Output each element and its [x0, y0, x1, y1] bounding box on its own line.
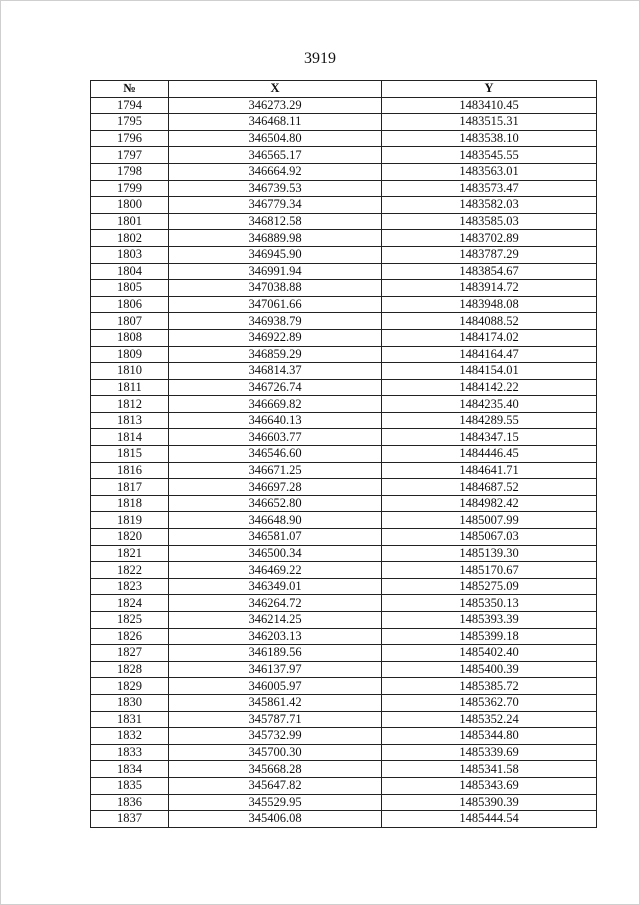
- cell-x: 346214.25: [169, 612, 382, 629]
- table-row: [91, 645, 597, 662]
- cell-x: 346504.80: [169, 130, 382, 147]
- cell-y: 1485393.39: [382, 612, 597, 629]
- cell-number: 1811: [91, 379, 169, 396]
- cell-y: 1484235.40: [382, 396, 597, 413]
- coordinates-table: [90, 80, 597, 828]
- cell-x: 346469.22: [169, 562, 382, 579]
- cell-y: 1483410.45: [382, 97, 597, 114]
- cell-x: 345787.71: [169, 711, 382, 728]
- cell-number: 1807: [91, 313, 169, 330]
- table-row: [91, 446, 597, 463]
- table-row: [91, 296, 597, 313]
- cell-number: 1806: [91, 296, 169, 313]
- cell-y: 1484446.45: [382, 446, 597, 463]
- cell-y: 1483854.67: [382, 263, 597, 280]
- cell-number: 1833: [91, 744, 169, 761]
- cell-number: 1801: [91, 213, 169, 230]
- table-row: [91, 246, 597, 263]
- cell-y: 1485362.70: [382, 694, 597, 711]
- cell-number: 1798: [91, 163, 169, 180]
- table-row: [91, 114, 597, 131]
- table-row: [91, 529, 597, 546]
- cell-number: 1816: [91, 462, 169, 479]
- cell-number: 1817: [91, 479, 169, 496]
- cell-x: 346603.77: [169, 429, 382, 446]
- table-row: [91, 545, 597, 562]
- table-row: [91, 97, 597, 114]
- cell-x: 346669.82: [169, 396, 382, 413]
- table-row: [91, 661, 597, 678]
- table-row: [91, 595, 597, 612]
- cell-y: 1485343.69: [382, 777, 597, 794]
- cell-number: 1803: [91, 246, 169, 263]
- column-header-x: X: [169, 81, 382, 98]
- cell-y: 1485390.39: [382, 794, 597, 811]
- cell-number: 1821: [91, 545, 169, 562]
- cell-number: 1829: [91, 678, 169, 695]
- cell-number: 1795: [91, 114, 169, 131]
- cell-y: 1484164.47: [382, 346, 597, 363]
- table-row: [91, 280, 597, 297]
- cell-x: 346991.94: [169, 263, 382, 280]
- table-row: [91, 794, 597, 811]
- cell-y: 1483702.89: [382, 230, 597, 247]
- cell-x: 346664.92: [169, 163, 382, 180]
- cell-x: 346889.98: [169, 230, 382, 247]
- cell-x: 346671.25: [169, 462, 382, 479]
- page-edge-left: [0, 0, 1, 905]
- cell-y: 1484142.22: [382, 379, 597, 396]
- table-row: [91, 363, 597, 380]
- table-body: [91, 97, 597, 827]
- cell-number: 1805: [91, 280, 169, 297]
- cell-y: 1485352.24: [382, 711, 597, 728]
- cell-x: 347038.88: [169, 280, 382, 297]
- table-row: [91, 346, 597, 363]
- cell-number: 1828: [91, 661, 169, 678]
- cell-number: 1815: [91, 446, 169, 463]
- table-row: [91, 379, 597, 396]
- cell-y: 1485350.13: [382, 595, 597, 612]
- cell-x: 346697.28: [169, 479, 382, 496]
- cell-number: 1819: [91, 512, 169, 529]
- cell-number: 1810: [91, 363, 169, 380]
- cell-number: 1796: [91, 130, 169, 147]
- table-row: [91, 744, 597, 761]
- cell-x: 346726.74: [169, 379, 382, 396]
- cell-y: 1483563.01: [382, 163, 597, 180]
- cell-x: 346349.01: [169, 578, 382, 595]
- table-row: [91, 230, 597, 247]
- table-row: [91, 313, 597, 330]
- cell-y: 1484174.02: [382, 329, 597, 346]
- cell-y: 1485170.67: [382, 562, 597, 579]
- cell-number: 1820: [91, 529, 169, 546]
- table-row: [91, 711, 597, 728]
- table-row: [91, 479, 597, 496]
- cell-x: 346565.17: [169, 147, 382, 164]
- cell-y: 1485139.30: [382, 545, 597, 562]
- cell-x: 345668.28: [169, 761, 382, 778]
- cell-x: 346652.80: [169, 495, 382, 512]
- cell-x: 345732.99: [169, 728, 382, 745]
- cell-number: 1808: [91, 329, 169, 346]
- cell-number: 1812: [91, 396, 169, 413]
- cell-x: 347061.66: [169, 296, 382, 313]
- cell-x: 346779.34: [169, 197, 382, 214]
- cell-y: 1484088.52: [382, 313, 597, 330]
- cell-y: 1484641.71: [382, 462, 597, 479]
- cell-y: 1485339.69: [382, 744, 597, 761]
- table-row: [91, 412, 597, 429]
- cell-number: 1822: [91, 562, 169, 579]
- cell-y: 1483573.47: [382, 180, 597, 197]
- cell-x: 346938.79: [169, 313, 382, 330]
- cell-x: 346922.89: [169, 329, 382, 346]
- cell-x: 346640.13: [169, 412, 382, 429]
- table-header-row: [91, 81, 597, 98]
- table-row: [91, 180, 597, 197]
- cell-number: 1826: [91, 628, 169, 645]
- cell-y: 1483948.08: [382, 296, 597, 313]
- cell-number: 1825: [91, 612, 169, 629]
- table-row: [91, 147, 597, 164]
- cell-y: 1485341.58: [382, 761, 597, 778]
- cell-x: 346500.34: [169, 545, 382, 562]
- cell-x: 345861.42: [169, 694, 382, 711]
- cell-y: 1485385.72: [382, 678, 597, 695]
- table-row: [91, 329, 597, 346]
- cell-y: 1483538.10: [382, 130, 597, 147]
- table-row: [91, 213, 597, 230]
- cell-x: 345529.95: [169, 794, 382, 811]
- cell-x: 346264.72: [169, 595, 382, 612]
- cell-y: 1485344.80: [382, 728, 597, 745]
- cell-x: 346203.13: [169, 628, 382, 645]
- table-row: [91, 462, 597, 479]
- cell-x: 346648.90: [169, 512, 382, 529]
- cell-y: 1485400.39: [382, 661, 597, 678]
- cell-y: 1484289.55: [382, 412, 597, 429]
- cell-y: 1483515.31: [382, 114, 597, 131]
- cell-number: 1832: [91, 728, 169, 745]
- cell-x: 346189.56: [169, 645, 382, 662]
- cell-number: 1836: [91, 794, 169, 811]
- cell-number: 1800: [91, 197, 169, 214]
- table-row: [91, 578, 597, 595]
- cell-x: 346137.97: [169, 661, 382, 678]
- cell-y: 1483787.29: [382, 246, 597, 263]
- table-row: [91, 163, 597, 180]
- cell-y: 1485399.18: [382, 628, 597, 645]
- cell-x: 346945.90: [169, 246, 382, 263]
- cell-number: 1834: [91, 761, 169, 778]
- cell-number: 1809: [91, 346, 169, 363]
- cell-x: 345700.30: [169, 744, 382, 761]
- cell-number: 1794: [91, 97, 169, 114]
- table-row: [91, 777, 597, 794]
- cell-number: 1835: [91, 777, 169, 794]
- cell-y: 1483914.72: [382, 280, 597, 297]
- column-header-number: №: [91, 81, 169, 98]
- page-edge-top: [0, 0, 640, 1]
- cell-number: 1804: [91, 263, 169, 280]
- cell-number: 1831: [91, 711, 169, 728]
- table-row: [91, 678, 597, 695]
- cell-x: 346859.29: [169, 346, 382, 363]
- cell-y: 1485067.03: [382, 529, 597, 546]
- cell-y: 1485275.09: [382, 578, 597, 595]
- table-row: [91, 429, 597, 446]
- cell-y: 1483582.03: [382, 197, 597, 214]
- column-header-y: Y: [382, 81, 597, 98]
- table-row: [91, 512, 597, 529]
- cell-y: 1484687.52: [382, 479, 597, 496]
- cell-number: 1813: [91, 412, 169, 429]
- table-row: [91, 263, 597, 280]
- cell-x: 346814.37: [169, 363, 382, 380]
- cell-x: 346546.60: [169, 446, 382, 463]
- cell-number: 1799: [91, 180, 169, 197]
- cell-y: 1485007.99: [382, 512, 597, 529]
- cell-y: 1484154.01: [382, 363, 597, 380]
- cell-y: 1485444.54: [382, 811, 597, 828]
- table-row: [91, 811, 597, 828]
- cell-number: 1814: [91, 429, 169, 446]
- cell-x: 346739.53: [169, 180, 382, 197]
- table-row: [91, 628, 597, 645]
- cell-x: 346581.07: [169, 529, 382, 546]
- cell-x: 345406.08: [169, 811, 382, 828]
- table-row: [91, 612, 597, 629]
- table-row: [91, 728, 597, 745]
- table-row: [91, 130, 597, 147]
- cell-number: 1823: [91, 578, 169, 595]
- table-row: [91, 761, 597, 778]
- cell-number: 1830: [91, 694, 169, 711]
- table-row: [91, 495, 597, 512]
- table-row: [91, 396, 597, 413]
- table-row: [91, 197, 597, 214]
- cell-number: 1802: [91, 230, 169, 247]
- cell-number: 1837: [91, 811, 169, 828]
- cell-x: 346812.58: [169, 213, 382, 230]
- cell-y: 1484982.42: [382, 495, 597, 512]
- page-number: 3919: [304, 50, 336, 67]
- cell-number: 1797: [91, 147, 169, 164]
- cell-x: 346273.29: [169, 97, 382, 114]
- cell-number: 1818: [91, 495, 169, 512]
- table-row: [91, 694, 597, 711]
- cell-x: 345647.82: [169, 777, 382, 794]
- cell-number: 1827: [91, 645, 169, 662]
- cell-y: 1485402.40: [382, 645, 597, 662]
- cell-y: 1484347.15: [382, 429, 597, 446]
- cell-y: 1483585.03: [382, 213, 597, 230]
- cell-x: 346468.11: [169, 114, 382, 131]
- cell-number: 1824: [91, 595, 169, 612]
- cell-x: 346005.97: [169, 678, 382, 695]
- table-row: [91, 562, 597, 579]
- cell-y: 1483545.55: [382, 147, 597, 164]
